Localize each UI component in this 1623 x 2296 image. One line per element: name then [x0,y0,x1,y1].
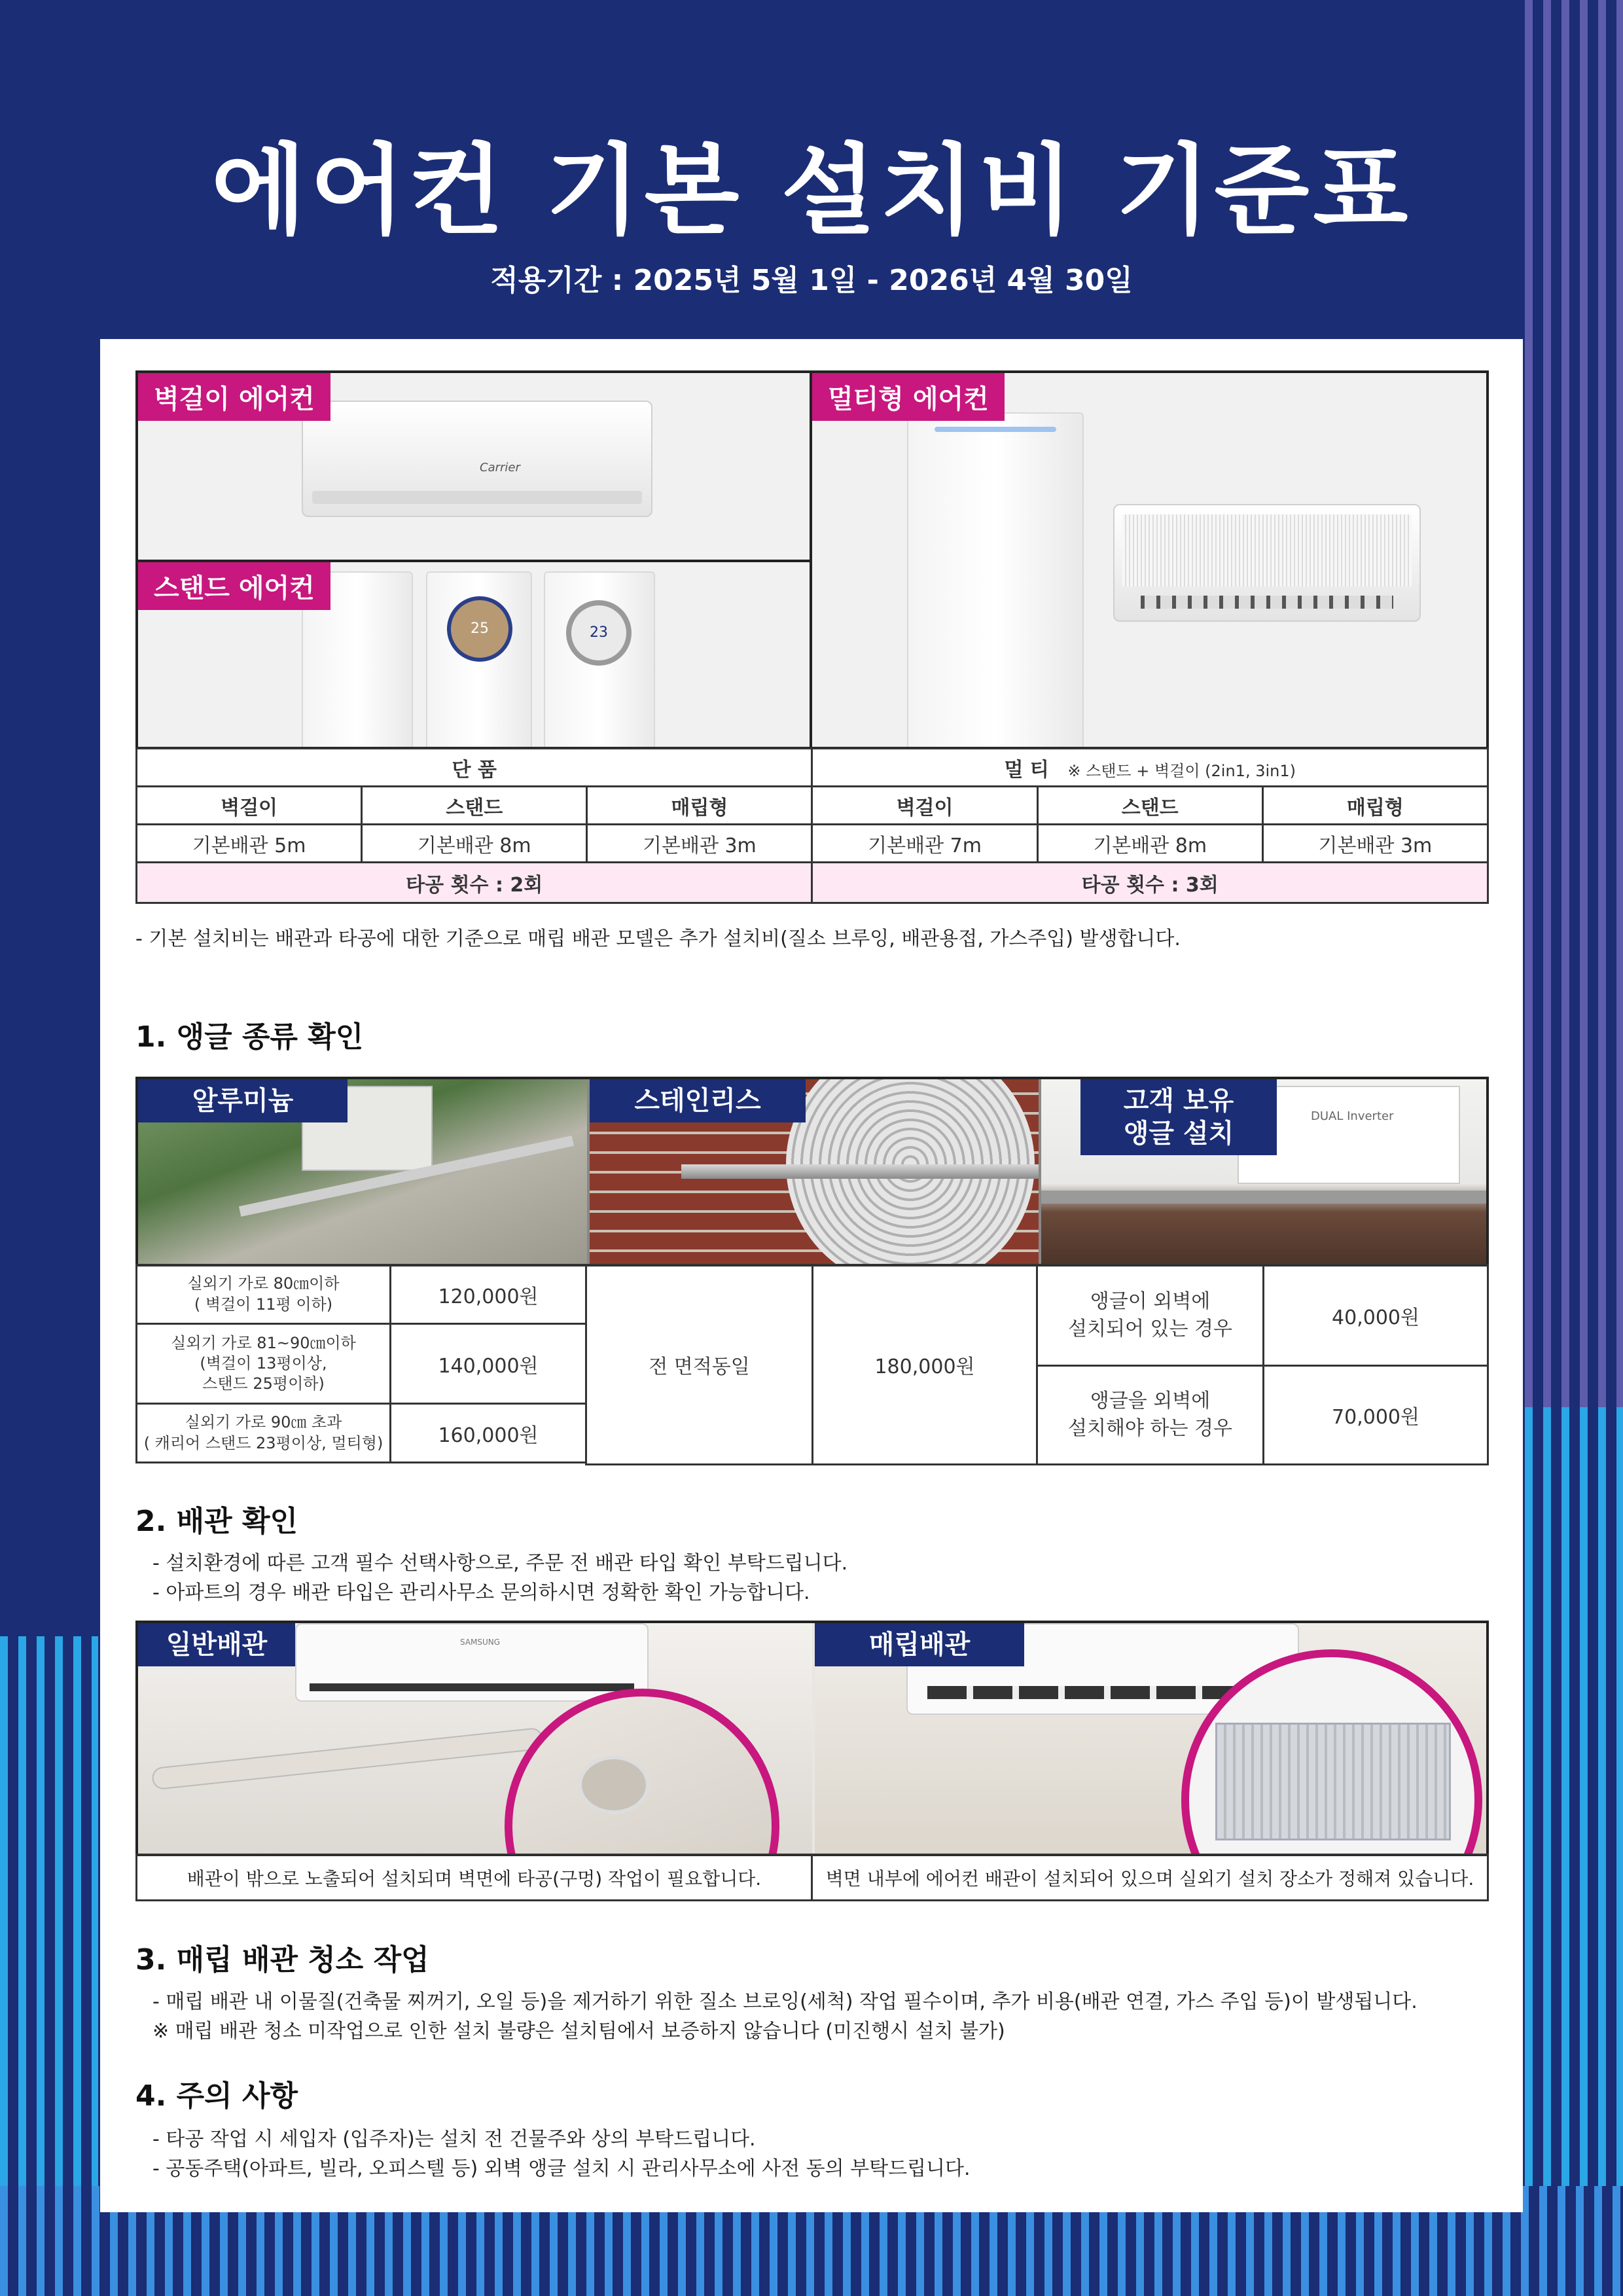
wall-aircon-image [135,370,812,562]
dual-inverter-text: DUAL Inverter [1311,1109,1394,1123]
customer-price-2: 70,000원 [1264,1366,1488,1465]
aluminum-price-3: 160,000원 [391,1404,586,1463]
samsung-logo-text: SAMSUNG [460,1638,501,1647]
wall-unit-grille [1122,514,1412,586]
multi-embedded-pipe: 기본배관 3m [1262,825,1488,863]
general-pipe-photo [138,1623,812,1856]
customer-angle-price-table [1036,1264,1489,1465]
section3-title: 3. 매립 배관 청소 작업 [135,1943,429,1977]
multi-header-title: 멀 티 [1004,758,1049,781]
aluminum-cond-3: 실외기 가로 90㎝ 초과 ( 캐리어 스탠드 23평이상, 멀티형) [137,1404,391,1463]
stand-dial-display-2: 23 [566,600,632,666]
section2-note-2: - 아파트의 경우 배관 타입은 관리사무소 문의하시면 정확한 확인 가능합니다. [152,1581,810,1604]
embedded-pipe-photo [815,1623,1489,1856]
stand-aircon-image [135,560,812,749]
air-vent [312,491,642,504]
single-col-embedded: 매립형 [587,787,812,825]
stainless-bar [681,1164,1039,1179]
background-stripes-right-blue [1525,1407,1623,2296]
multi-holes: 타공 횟수 : 3회 [812,863,1488,903]
multi-header-note: ※ 스탠드 + 벽걸이 (2in1, 3in1) [1067,761,1296,780]
angle-photos [135,1077,1489,1266]
stand-aircon-tag: 스탠드 에어컨 [138,562,330,610]
multi-wall-unit-illustration [1113,504,1421,622]
embedded-pipe-tag: 매립배관 [815,1623,1024,1666]
customer-price-1: 40,000원 [1264,1265,1488,1366]
page-title: 에어컨 기본 설치비 기준표 [211,134,1412,248]
single-header: 단 품 [137,749,812,787]
wall-hole [578,1755,650,1814]
section4-note-1: - 타공 작업 시 세입자 (입주자)는 설치 전 건물주와 상의 부탁드립니다. [152,2128,756,2151]
section3-note-1: - 매립 배관 내 이물질(건축물 찌꺼기, 오일 등)을 제거하기 위한 질소 브로잉(세척) 작업 필수이며, 추가 비용(배관 연결, 가스 주입 등)이 발생됩니다. [152,1990,1418,2013]
content-panel [100,339,1523,2212]
aluminum-cond-2: 실외기 가로 81~90㎝이하 (벽걸이 13평이상, 스탠드 25평이하) [137,1324,391,1404]
multi-col-stand: 스탠드 [1037,787,1262,825]
multi-col-wall: 벽걸이 [812,787,1037,825]
section2-note-1: - 설치환경에 따른 고객 필수 선택사항으로, 주문 전 배관 타입 확인 부탁드립니다. [152,1552,848,1575]
multi-col-embedded: 매립형 [1262,787,1488,825]
multi-header [812,749,1488,787]
aluminum-angle-photo [138,1079,587,1266]
aluminum-tag: 알루미늄 [138,1079,348,1122]
single-embedded-pipe: 기본배관 3m [587,825,812,863]
multi-wall-pipe: 기본배관 7m [812,825,1037,863]
aluminum-price-2: 140,000원 [391,1324,586,1404]
basic-install-note: - 기본 설치비는 배관과 타공에 대한 기준으로 매립 배관 모델은 추가 설치비(질소 브루잉, 배관용접, 가스주입) 발생합니다. [135,927,1181,950]
general-pipe-zoom [505,1689,779,1856]
section1-title: 1. 앵글 종류 확인 [135,1020,364,1054]
mounting-plate [1215,1723,1451,1840]
section4-title: 4. 주의 사항 [135,2079,298,2113]
stainless-price: 180,000원 [813,1265,1037,1465]
section4-note-2: - 공동주택(아파트, 빌라, 오피스텔 등) 외벽 앵글 설치 시 관리사무소에 사전 동의 부탁드립니다. [152,2157,971,2180]
multi-stand-unit-illustration [907,412,1084,749]
aluminum-cond-1: 실외기 가로 80㎝이하 ( 벽걸이 11평 이하) [137,1265,391,1324]
basic-install-table [135,747,1489,904]
single-col-wall: 벽걸이 [137,787,362,825]
general-vent [310,1683,634,1691]
multi-aircon-tag: 멀티형 에어컨 [812,373,1005,421]
brand-logo-text: Carrier [480,461,520,475]
multi-aircon-image [810,370,1489,749]
general-pipe-desc: 배관이 밖으로 노출되어 설치되며 벽면에 타공(구멍) 작업이 필요합니다. [137,1855,812,1901]
pipe-desc-table [135,1854,1489,1901]
aluminum-price-table [135,1264,587,1463]
section3-note-2: ※ 매립 배관 청소 미작업으로 인한 설치 불량은 설치팀에서 보증하지 않습니다 (미진행시 설치 불가) [152,2020,1005,2043]
customer-angle-photo [1041,1079,1489,1266]
stand-aircon-illustration-2 [426,571,532,749]
stand-dial-display: 25 [447,596,512,662]
exposed-pipe [151,1727,544,1791]
multi-stand-pipe: 기본배관 8m [1037,825,1262,863]
single-holes: 타공 횟수 : 2회 [137,863,812,903]
customer-cond-1: 앵글이 외벽에 설치되어 있는 경우 [1037,1265,1264,1366]
section2-title: 2. 배관 확인 [135,1505,298,1538]
period-subtitle: 적용기간 : 2025년 5월 1일 - 2026년 4월 30일 [490,264,1133,297]
embedded-pipe-desc: 벽면 내부에 에어컨 배관이 설치되어 있으며 실외기 설치 장소가 정해져 있습니다. [812,1855,1488,1901]
stainless-price-table [585,1264,1038,1465]
single-col-stand: 스탠드 [362,787,587,825]
stainless-tag: 스테인리스 [590,1079,806,1122]
stainless-cond: 전 면적동일 [586,1265,813,1465]
customer-cond-2: 앵글을 외벽에 설치해야 하는 경우 [1037,1366,1264,1465]
customer-angle-bar [1041,1191,1489,1204]
general-pipe-tag: 일반배관 [138,1623,295,1666]
customer-angle-tag: 고객 보유 앵글 설치 [1080,1079,1277,1155]
stand-aircon-illustration-3 [544,571,655,749]
single-stand-pipe: 기본배관 8m [362,825,587,863]
led-strip [935,427,1056,432]
aluminum-price-1: 120,000원 [391,1265,586,1324]
stainless-angle-photo [590,1079,1039,1266]
pipe-photos [135,1621,1489,1856]
wall-aircon-illustration [302,401,652,517]
wall-aircon-tag: 벽걸이 에어컨 [138,373,330,421]
wall-unit-vent [1141,596,1393,609]
general-pipe-aircon [295,1623,649,1702]
single-wall-pipe: 기본배관 5m [137,825,362,863]
